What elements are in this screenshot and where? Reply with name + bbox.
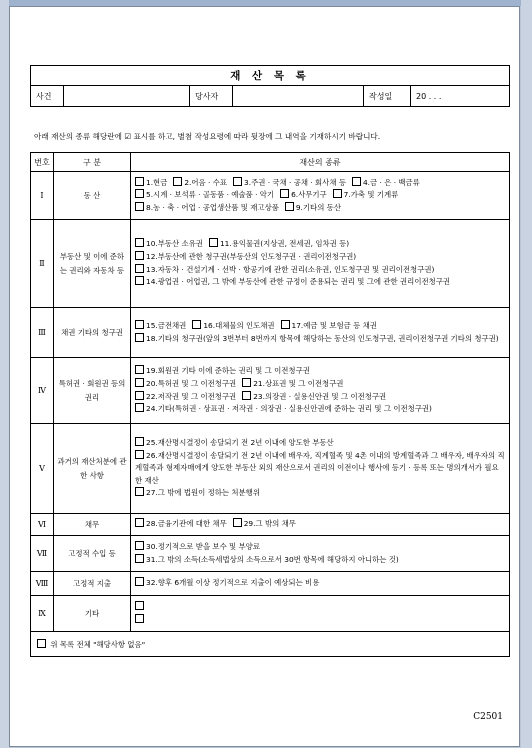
item-label: 3.주권 · 국채 · 공채 · 회사채 등	[244, 177, 346, 187]
section-row	[31, 596, 510, 632]
section-category: 채무	[54, 514, 131, 536]
no-items-row	[31, 632, 510, 657]
item-checkbox[interactable]	[135, 518, 144, 527]
item-label: 17.예금 및 보험금 등 채권	[291, 320, 377, 330]
item-checkbox[interactable]	[280, 189, 289, 198]
section-number: Ⅶ	[31, 536, 54, 572]
section-number: Ⅳ	[31, 358, 54, 424]
item-label: 21.상표권 및 그 이전청구권	[253, 378, 344, 388]
item-label: 4.금 · 은 · 백금류	[362, 177, 420, 187]
item-checkbox[interactable]	[135, 437, 144, 446]
asset-item[interactable]	[135, 379, 236, 388]
section-category: 특허권 · 회원권 등의 권리	[54, 358, 131, 424]
section-number: Ⅸ	[31, 596, 54, 632]
section-category: 고정적 지출	[54, 572, 131, 596]
item-label: 13.자동차 · 건설기계 · 선박 · 항공기에 관한 권리(소유권, 인도청구권 및 권리이전청구권)	[146, 264, 435, 274]
item-line	[135, 189, 505, 202]
no-items-label: 위 목록 전체 "해당사항 없음"	[50, 639, 146, 649]
item-line	[135, 251, 505, 264]
item-checkbox[interactable]	[135, 238, 144, 247]
no-items-checkbox[interactable]	[37, 639, 46, 648]
item-label: 28.금융기관에 대한 채무	[146, 519, 227, 529]
item-label: 22.저작권 및 그 이전청구권	[146, 391, 237, 401]
asset-item[interactable]	[135, 451, 505, 485]
item-line	[135, 601, 505, 614]
item-checkbox[interactable]	[135, 554, 144, 563]
asset-item[interactable]	[135, 252, 356, 261]
asset-item[interactable]	[135, 366, 310, 375]
instruction-text: 아래 재산의 종류 해당란에 ☑ 표시를 하고, 별첨 작성요령에 따라 뒷장에 그 내역을 기재하시기 바랍니다.	[34, 132, 381, 141]
section-row	[31, 308, 510, 358]
item-label: 30.정기적으로 받을 보수 및 부양료	[146, 541, 260, 551]
section-items	[131, 172, 510, 220]
item-line	[135, 450, 505, 488]
section-row	[31, 536, 510, 572]
section-category: 고정적 수입 등	[54, 536, 131, 572]
item-line	[135, 577, 505, 590]
section-row	[31, 572, 510, 596]
item-checkbox[interactable]	[233, 177, 242, 186]
item-line	[135, 554, 505, 567]
party-label: 당사자	[190, 86, 233, 107]
asset-item[interactable]	[135, 555, 399, 564]
section-category: 과거의 재산처분에 관한 사항	[54, 424, 131, 514]
item-line	[135, 614, 505, 627]
section-row	[31, 358, 510, 424]
item-checkbox[interactable]	[135, 276, 144, 285]
item-checkbox[interactable]	[352, 177, 361, 186]
item-line	[135, 202, 505, 215]
asset-item[interactable]	[333, 190, 399, 199]
item-label: 23.의장권 · 실용신안권 및 그 이전청구권	[253, 391, 387, 401]
section-items	[131, 596, 510, 632]
item-checkbox[interactable]	[135, 365, 144, 374]
asset-item[interactable]	[135, 265, 434, 274]
item-checkbox[interactable]	[242, 378, 251, 387]
item-label: 31.그 밖의 소득(소득세법상의 소득으로서 30번 항목에 해당하지 아니하는 것)	[146, 554, 399, 564]
item-checkbox[interactable]	[135, 264, 144, 273]
section-number: Ⅰ	[31, 172, 54, 220]
date-label: 작성일	[364, 86, 411, 107]
section-number: Ⅴ	[31, 424, 54, 514]
item-line	[135, 541, 505, 554]
section-row	[31, 424, 510, 514]
item-label: 18.기타의 청구권(앞의 3번부터 8번까지 항목에 해당하는 동산의 인도청구권, 권리이전청구권 기타의 청구권)	[146, 333, 499, 343]
item-line	[135, 177, 505, 190]
asset-item[interactable]	[209, 239, 349, 248]
case-field[interactable]	[64, 86, 190, 107]
section-number: Ⅷ	[31, 572, 54, 596]
section-category: 동 산	[54, 172, 131, 220]
section-items	[131, 308, 510, 358]
party-field[interactable]	[233, 86, 364, 107]
asset-table	[30, 152, 510, 657]
asset-item[interactable]	[285, 203, 341, 212]
section-category: 채권 기타의 청구권	[54, 308, 131, 358]
asset-item[interactable]	[192, 321, 274, 330]
item-label: 6.사무기구	[291, 190, 327, 200]
section-number: Ⅱ	[31, 220, 54, 308]
asset-item[interactable]	[135, 578, 319, 587]
item-label: 29.그 밖의 채무	[243, 519, 296, 529]
item-line	[135, 518, 505, 531]
item-label: 10.부동산 소유권	[146, 239, 203, 249]
item-line	[135, 276, 505, 289]
item-line	[135, 391, 505, 404]
item-label: 9.기타의 동산	[295, 202, 341, 212]
item-label: 7.가축 및 기계류	[343, 190, 399, 200]
item-checkbox[interactable]	[173, 177, 182, 186]
asset-item[interactable]	[135, 203, 279, 212]
item-line	[135, 365, 505, 378]
document-page	[9, 6, 520, 747]
window-right-margin	[521, 0, 532, 748]
asset-item[interactable]	[352, 178, 420, 187]
item-label: 24.기타(특허권 · 상표권 · 저작권 · 의장권 · 실용신안권에 준하는 권리 및 그 이전청구권)	[146, 404, 432, 414]
col-header-category: 구 분	[54, 153, 131, 172]
item-checkbox[interactable]	[135, 403, 144, 412]
item-label: 11.용익물권(지상권, 전세권, 임차권 등)	[219, 239, 350, 249]
item-label: 1.현금	[146, 177, 168, 187]
item-label: 16.대체물의 인도채권	[203, 320, 275, 330]
item-checkbox[interactable]	[209, 238, 218, 247]
item-checkbox[interactable]	[281, 320, 290, 329]
section-items	[131, 536, 510, 572]
asset-item[interactable]	[173, 178, 227, 187]
section-category: 부동산 및 이에 준하는 권리와 자동차 등	[54, 220, 131, 308]
item-checkbox[interactable]	[135, 177, 144, 186]
item-checkbox[interactable]	[135, 333, 144, 342]
page-title: 재 산 목 록	[31, 66, 510, 86]
item-line	[135, 378, 505, 391]
date-field[interactable]: 20 . . .	[411, 86, 510, 107]
asset-item[interactable]	[281, 321, 377, 330]
item-checkbox[interactable]	[135, 450, 144, 459]
item-checkbox[interactable]	[135, 601, 144, 610]
asset-item[interactable]	[135, 615, 146, 624]
item-label: 32.향후 6개월 이상 정기적으로 지출이 예상되는 비용	[146, 578, 320, 588]
section-row	[31, 514, 510, 536]
section-items	[131, 424, 510, 514]
item-checkbox[interactable]	[192, 320, 201, 329]
item-label: 14.광업권 · 어업권, 그 밖에 부동산에 관한 규정이 준용되는 권리 및 그에 관한 권리이전청구권	[146, 277, 451, 287]
item-checkbox[interactable]	[135, 614, 144, 623]
item-label: 26.재산명시결정이 송달되기 전 2년 이내에 배우자, 직계혈족 및 4촌 이내의 방계혈족과 그 배우자, 배우자의 직계혈족과 형제자매에게 양도한 부동산 외의 재산으로서 권리의 이전이나 행사에 등기 · 등록 또는 명의개서가 필요한 재산	[135, 450, 505, 485]
asset-item[interactable]	[135, 404, 432, 413]
item-line	[135, 238, 505, 251]
asset-item[interactable]	[135, 438, 334, 447]
form-code: C2501	[473, 712, 503, 722]
asset-item[interactable]	[135, 542, 260, 551]
item-line	[135, 264, 505, 277]
window-left-margin	[0, 0, 9, 748]
section-items	[131, 358, 510, 424]
asset-item[interactable]	[135, 488, 260, 497]
item-line	[135, 333, 505, 346]
section-items	[131, 220, 510, 308]
col-header-number: 번호	[31, 153, 54, 172]
case-label: 사건	[31, 86, 64, 107]
item-label: 19.회원권 기타 이에 준하는 권리 및 그 이전청구권	[146, 366, 310, 376]
header-table	[30, 65, 510, 107]
item-label: 2.어음 · 수표	[184, 177, 228, 187]
item-checkbox[interactable]	[135, 320, 144, 329]
asset-item[interactable]	[280, 190, 327, 199]
asset-item[interactable]	[135, 321, 186, 330]
item-label: 15.금전채권	[146, 320, 187, 330]
asset-item[interactable]	[233, 178, 346, 187]
section-category: 기타	[54, 596, 131, 632]
item-checkbox[interactable]	[135, 189, 144, 198]
item-label: 20.특허권 및 그 이전청구권	[146, 378, 237, 388]
section-items	[131, 514, 510, 536]
item-line	[135, 437, 505, 450]
col-header-items: 재산의 종류	[131, 153, 510, 172]
section-row	[31, 220, 510, 308]
section-number: Ⅵ	[31, 514, 54, 536]
asset-item[interactable]	[242, 392, 386, 401]
asset-item[interactable]	[135, 602, 146, 611]
item-checkbox[interactable]	[242, 391, 251, 400]
item-label: 8.농 · 축 · 어업 · 공업생산품 및 재고상품	[146, 202, 279, 212]
item-checkbox[interactable]	[135, 577, 144, 586]
asset-item[interactable]	[135, 519, 227, 528]
asset-item[interactable]	[242, 379, 343, 388]
asset-item[interactable]	[135, 178, 167, 187]
item-checkbox[interactable]	[135, 251, 144, 260]
item-checkbox[interactable]	[135, 202, 144, 211]
item-checkbox[interactable]	[285, 202, 294, 211]
section-row	[31, 172, 510, 220]
item-label: 25.재산명시결정이 송달되기 전 2년 이내에 양도한 부동산	[146, 438, 334, 448]
item-line	[135, 487, 505, 500]
item-checkbox[interactable]	[135, 541, 144, 550]
section-items	[131, 572, 510, 596]
item-checkbox[interactable]	[135, 487, 144, 496]
item-line	[135, 320, 505, 333]
item-checkbox[interactable]	[135, 391, 144, 400]
item-line	[135, 403, 505, 416]
item-checkbox[interactable]	[233, 518, 242, 527]
item-label: 5.시계 · 보석류 · 골동품 · 예술품 · 악기	[146, 190, 275, 200]
asset-item[interactable]	[135, 392, 236, 401]
asset-item[interactable]	[135, 277, 450, 286]
item-label: 12.부동산에 관한 청구권(부동산의 인도청구권 · 권리이전청구권)	[146, 251, 357, 261]
section-number: Ⅲ	[31, 308, 54, 358]
item-label: 27.그 밖에 법원이 정하는 처분행위	[146, 488, 260, 498]
asset-item[interactable]	[135, 190, 274, 199]
item-checkbox[interactable]	[333, 189, 342, 198]
asset-item[interactable]	[135, 239, 203, 248]
asset-item[interactable]	[233, 519, 296, 528]
asset-item[interactable]	[135, 334, 499, 343]
item-checkbox[interactable]	[135, 378, 144, 387]
